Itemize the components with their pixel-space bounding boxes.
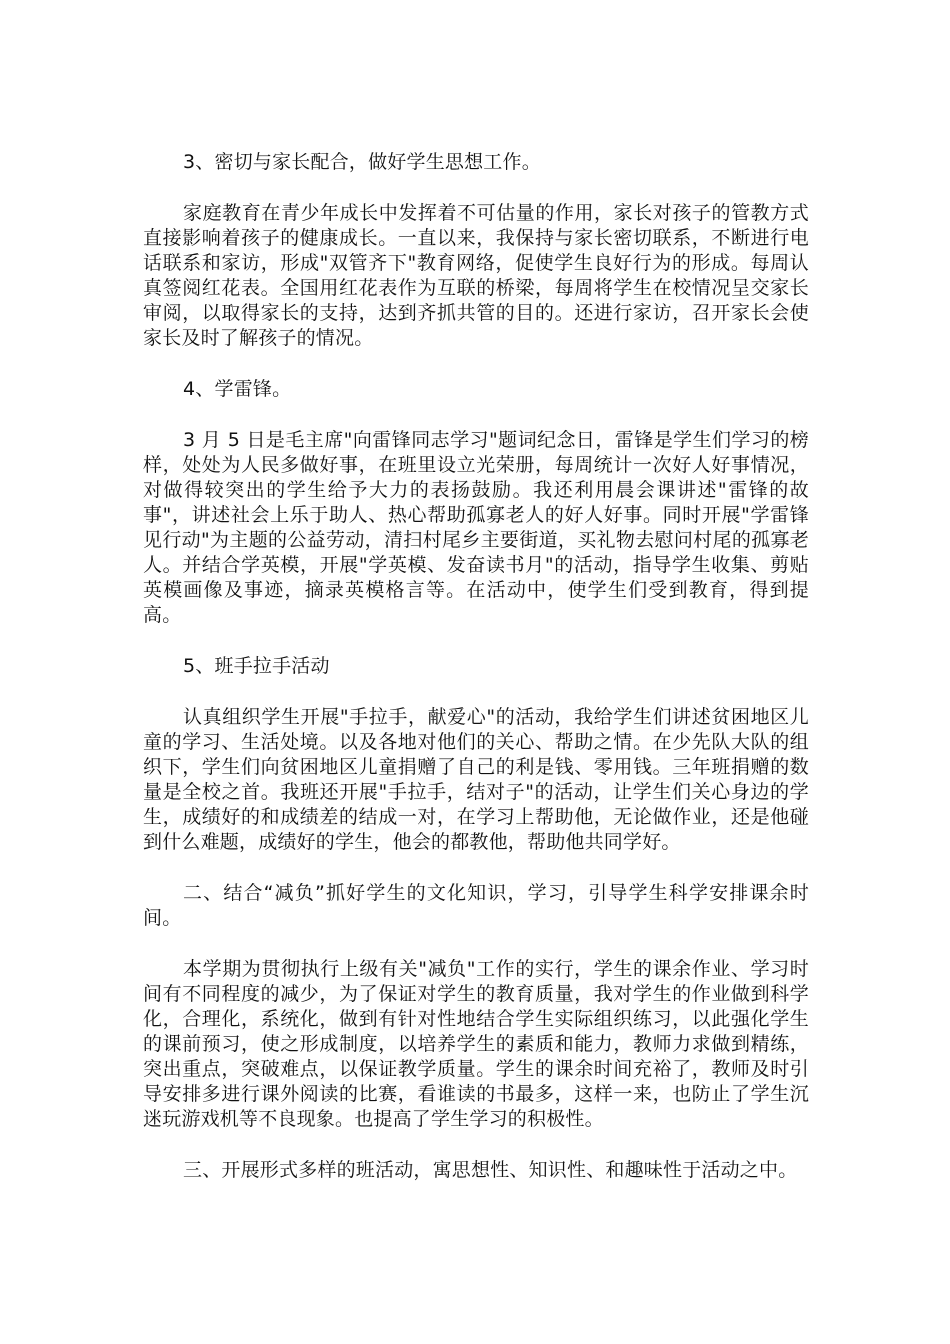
section-heading-three: 三、开展形式多样的班活动，寓思想性、知识性、和趣味性于活动之中。 [183,1159,798,1181]
section-heading-4: 4、学雷锋。 [183,378,292,400]
section-heading-two: 二、结合“减负”抓好学生的文化知识，学习，引导学生科学安排课余时间。 [143,882,809,929]
section-heading-3: 3、密切与家长配合，做好学生思想工作。 [183,151,541,173]
document-body [143,150,809,1183]
paragraph-hand-in-hand: 认真组织学生开展"手拉手，献爱心"的活动，我给学生们讲述贫困地区儿童的学习、生活处境。以及各地对他们的关心、帮助之情。在少先队大队的组织下，学生们向贫困地区儿童捐赠了自己的利是钱、零用钱。三年班捐赠的数量是全校之首。我班还开展"手拉手，结对子"的活动，让学生们关心身边的学生，成绩好的和成绩差的结成一对，在学习上帮助他，无论做作业，还是他碰到什么难题，成绩好的学生，他会的都教他，帮助他共同学好。 [143,706,809,853]
paragraph-burden-reduction: 本学期为贯彻执行上级有关"减负"工作的实行，学生的课余作业、学习时间有不同程度的减少，为了保证对学生的教育质量，我对学生的作业做到科学化，合理化，系统化，做到有针对性地结合学生实际组织练习，以此强化学生的课前预习，使之形成制度，以培养学生的素质和能力，教师力求做到精练，突出重点，突破难点，以保证教学质量。学生的课余时间充裕了，教师及时引导安排多进行课外阅读的比赛，看谁读的书最多，这样一来，也防止了学生沉迷玩游戏机等不良现象。也提高了学生学习的积极性。 [143,958,809,1130]
paragraph-parent-cooperation: 家庭教育在青少年成长中发挥着不可估量的作用，家长对孩子的管教方式直接影响着孩子的健康成长。一直以来，我保持与家长密切联系，不断进行电话联系和家访，形成"双管齐下"教育网络，促使学生良好行为的形成。每周认真签阅红花表。全国用红花表作为互联的桥梁，每周将学生在校情况呈交家长审阅，以取得家长的支持，达到齐抓共管的目的。还进行家访，召开家长会使家长及时了解孩子的情况。 [143,202,809,349]
section-heading-5: 5、班手拉手活动 [183,655,330,677]
paragraph-lei-feng: 3 月 5 日是毛主席"向雷锋同志学习"题词纪念日，雷锋是学生们学习的榜样，处处为人民多做好事，在班里设立光荣册，每周统计一次好人好事情况，对做得较突出的学生给予大力的表扬鼓励。我还利用晨会课讲述"雷锋的故事"，讲述社会上乐于助人、热心帮助孤寡老人的好人好事。同时开展"学雷锋见行动"为主题的公益劳动，清扫村尾乡主要街道，买礼物去慰问村尾的孤寡老人。并结合学英模，开展"学英模、发奋读书月"的活动，指导学生收集、剪贴英模画像及事迹，摘录英模格言等。在活动中，使学生们受到教育，得到提高。 [143,429,809,626]
